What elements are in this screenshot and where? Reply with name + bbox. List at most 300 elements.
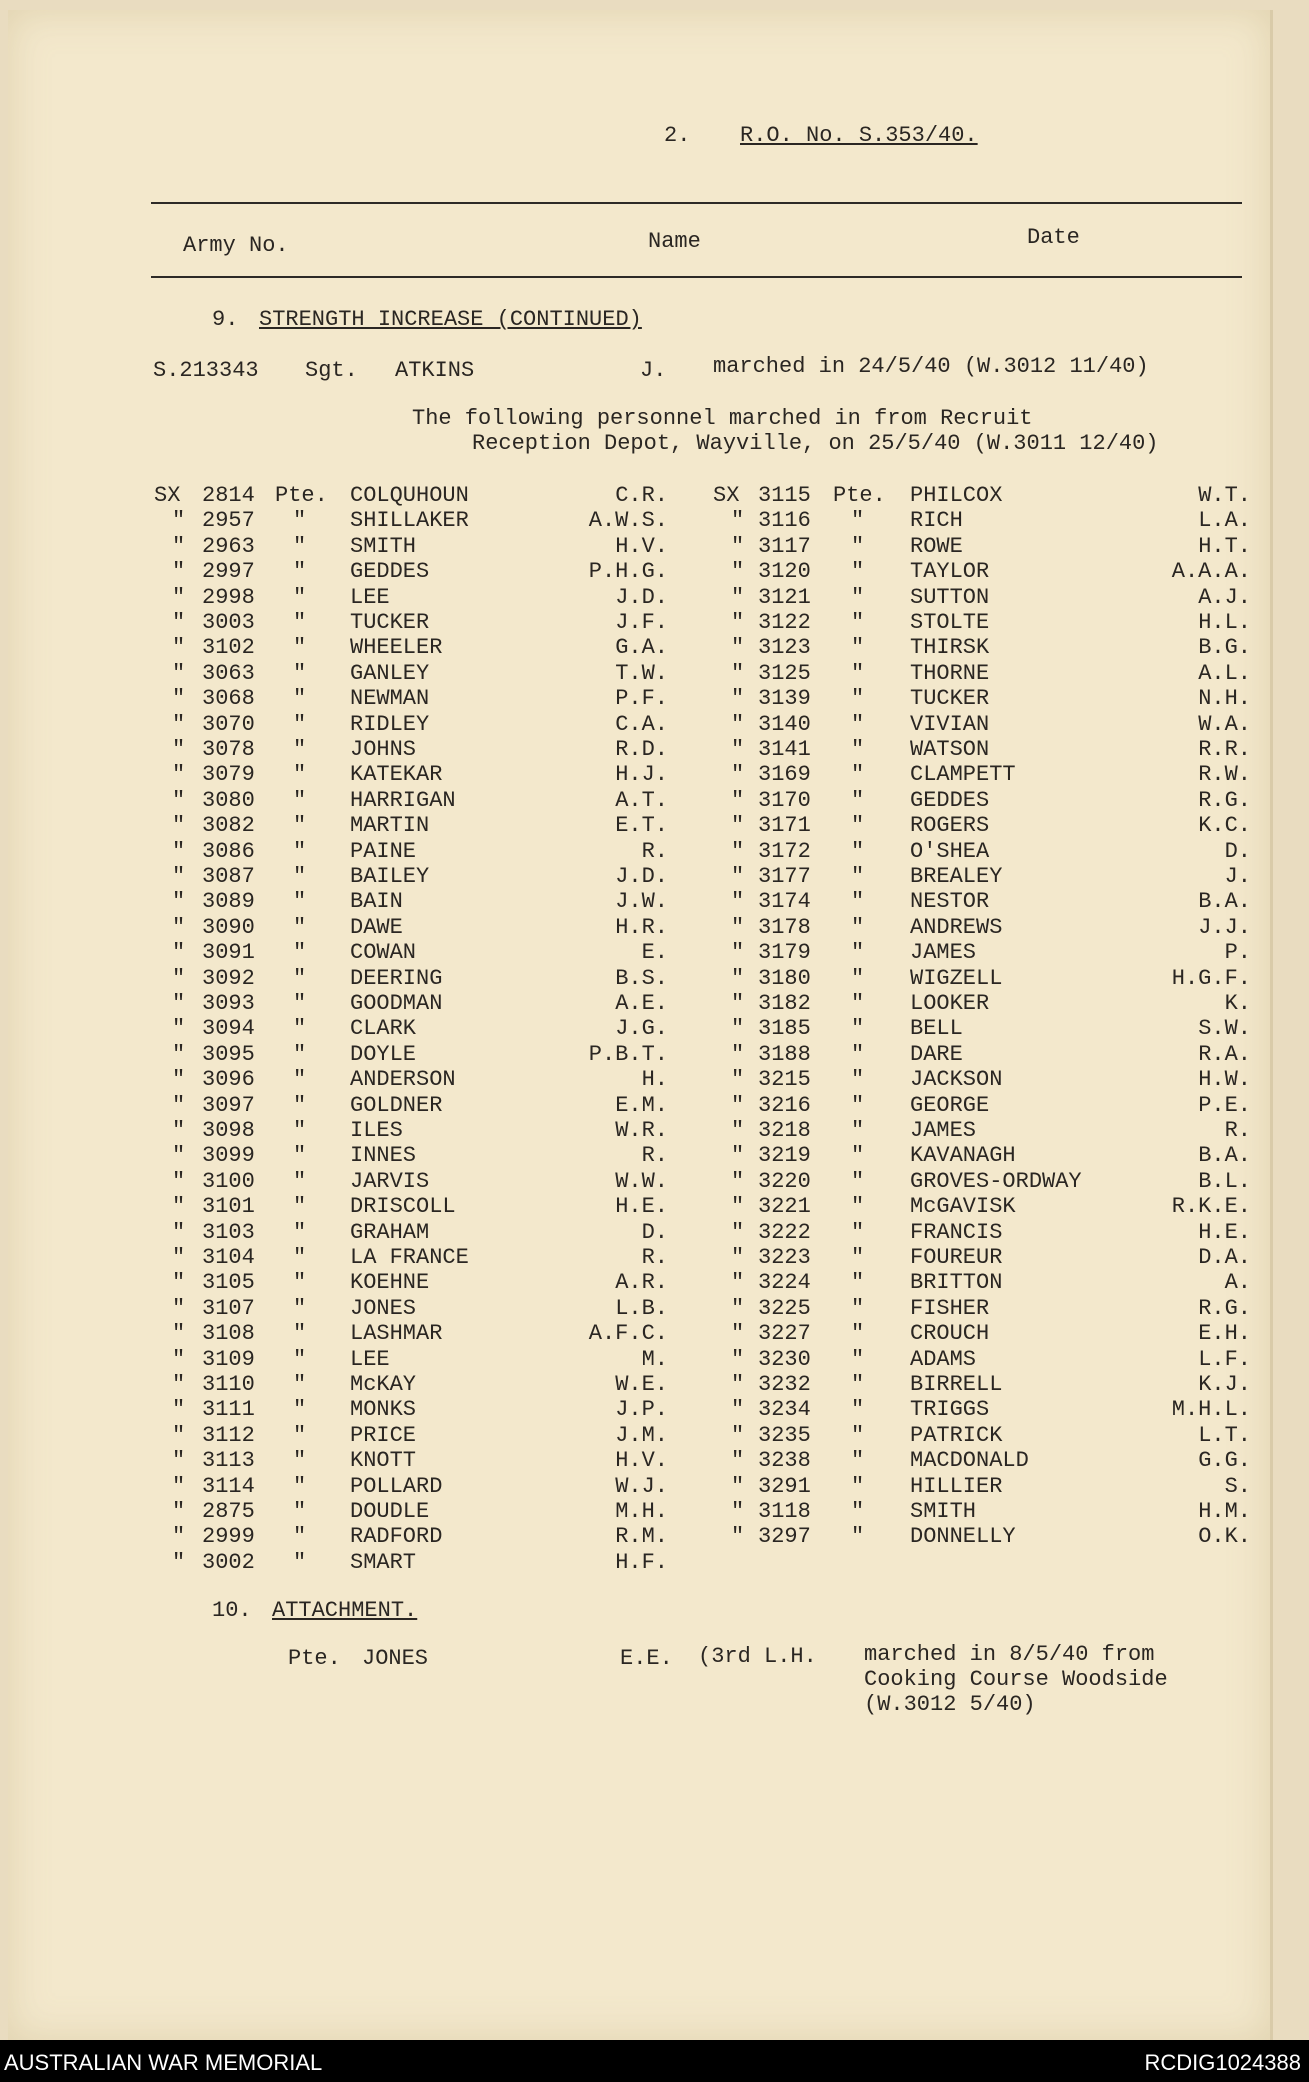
initials: M.H.L.	[1171, 1397, 1251, 1423]
initials: K.	[1224, 991, 1251, 1016]
initials: E.M.	[615, 1092, 668, 1118]
prefix: "	[172, 584, 186, 610]
section-9-title: STRENGTH INCREASE (CONTINUED)	[259, 307, 642, 332]
army-number: 3104	[202, 1245, 255, 1270]
surname: BAILEY	[350, 864, 430, 889]
surname: PATRICK	[910, 1422, 1003, 1448]
page-number: 2.	[664, 123, 691, 148]
surname: LEE	[350, 584, 390, 610]
rank: "	[293, 737, 307, 762]
rank: "	[851, 660, 865, 686]
initials: N.H.	[1198, 686, 1251, 712]
initials: C.A.	[615, 711, 668, 737]
army-number: 3098	[202, 1118, 255, 1143]
rank: "	[293, 711, 307, 737]
rank: "	[293, 940, 307, 966]
army-number: 3182	[758, 991, 811, 1016]
prefix: "	[731, 991, 745, 1016]
surname: LA FRANCE	[350, 1245, 469, 1270]
surname: McGAVISK	[910, 1194, 1016, 1220]
surname: DARE	[910, 1041, 963, 1067]
prefix: "	[731, 1422, 745, 1448]
prefix: "	[172, 889, 186, 915]
surname: CLARK	[350, 1016, 417, 1042]
army-number: 3235	[758, 1422, 811, 1448]
prefix: "	[172, 813, 186, 839]
initials: P.F.	[615, 686, 668, 712]
initials: B.L.	[1198, 1168, 1251, 1194]
army-number: 3223	[758, 1245, 811, 1270]
rank: "	[293, 1422, 307, 1448]
rank: "	[293, 1372, 307, 1397]
surname: FRANCIS	[910, 1219, 1003, 1245]
initials: S.W.	[1198, 1016, 1251, 1042]
prefix: "	[172, 1041, 186, 1067]
prefix: "	[172, 762, 186, 788]
army-number: 3297	[758, 1524, 811, 1550]
rank: "	[851, 1524, 865, 1550]
initials: A.F.C.	[588, 1321, 668, 1347]
army-number: 3116	[758, 508, 811, 534]
army-number: 3080	[202, 787, 255, 813]
surname: COWAN	[350, 940, 417, 966]
initials: R.W.	[1198, 762, 1251, 788]
rank: "	[851, 686, 865, 712]
army-number: 3234	[758, 1397, 811, 1423]
surname: JAMES	[910, 1118, 977, 1143]
rank: "	[851, 559, 865, 585]
surname: FOUREUR	[910, 1245, 1003, 1270]
army-number: 3140	[758, 711, 811, 737]
army-number: 3215	[758, 1067, 811, 1093]
prefix: "	[172, 1549, 186, 1575]
surname: GRAHAM	[350, 1219, 430, 1245]
army-number: 3093	[202, 991, 255, 1016]
army-number: 2814	[202, 483, 255, 508]
prefix: "	[731, 584, 745, 610]
initials: A.R.	[615, 1270, 668, 1296]
prefix: "	[731, 1143, 745, 1169]
rank: "	[851, 838, 865, 864]
prefix: "	[172, 864, 186, 889]
initials: A.	[1224, 1270, 1251, 1296]
army-number: 3103	[202, 1219, 255, 1245]
army-number: 3117	[758, 533, 811, 559]
army-number: 3141	[758, 737, 811, 762]
prefix: "	[172, 1245, 186, 1270]
prefix: "	[172, 508, 186, 534]
army-number: 3227	[758, 1321, 811, 1347]
initials: P.	[1224, 940, 1251, 966]
surname: ANDERSON	[350, 1067, 456, 1093]
surname: PRICE	[350, 1422, 417, 1448]
prefix: "	[172, 991, 186, 1016]
initials: G.G.	[1198, 1448, 1251, 1474]
prefix: "	[172, 635, 186, 661]
initials: H.J.	[615, 762, 668, 788]
header-rule-top	[151, 202, 1242, 204]
prefix: "	[172, 965, 186, 991]
initials: R.G.	[1198, 787, 1251, 813]
atkins-rank: Sgt.	[305, 358, 358, 383]
army-number: 3178	[758, 914, 811, 940]
initials: W.T.	[1198, 483, 1251, 508]
prefix: "	[172, 610, 186, 635]
rank: "	[851, 1067, 865, 1093]
initials: W.A.	[1198, 711, 1251, 737]
army-number: 3172	[758, 838, 811, 864]
initials: H.V.	[615, 1448, 668, 1474]
prefix: "	[731, 813, 745, 839]
prefix: "	[731, 864, 745, 889]
surname: HILLIER	[910, 1473, 1003, 1499]
initials: R.	[641, 1245, 668, 1270]
prefix: "	[172, 940, 186, 966]
section-9-number: 9.	[212, 307, 239, 332]
army-number: 3091	[202, 940, 255, 966]
surname: SUTTON	[910, 584, 990, 610]
rank: "	[293, 1499, 307, 1524]
surname: THIRSK	[910, 635, 990, 661]
army-number: 3174	[758, 889, 811, 915]
rank: "	[851, 965, 865, 991]
rank: "	[851, 1219, 865, 1245]
rank: "	[293, 1143, 307, 1169]
rank: "	[851, 762, 865, 788]
prefix: "	[172, 686, 186, 712]
rank: "	[293, 1473, 307, 1499]
prefix: "	[172, 1219, 186, 1245]
army-number: 3113	[202, 1448, 255, 1474]
army-number: 3171	[758, 813, 811, 839]
rank: "	[293, 762, 307, 788]
army-number: 3089	[202, 889, 255, 915]
surname: DEERING	[350, 965, 443, 991]
rank: "	[293, 635, 307, 661]
army-number: 3092	[202, 965, 255, 991]
initials: S.	[1224, 1473, 1251, 1499]
rank: "	[293, 1270, 307, 1296]
army-number: 3107	[202, 1295, 255, 1321]
initials: J.D.	[615, 864, 668, 889]
prefix: "	[731, 1041, 745, 1067]
initials: H.	[641, 1067, 668, 1093]
army-number: 3109	[202, 1346, 255, 1372]
rank: "	[851, 1118, 865, 1143]
footer-bar	[0, 2040, 1309, 2082]
initials: A.W.S.	[588, 508, 668, 534]
initials: J.	[1224, 864, 1251, 889]
surname: BREALEY	[910, 864, 1003, 889]
surname: KNOTT	[350, 1448, 417, 1474]
intro-line-2: Reception Depot, Wayville, on 25/5/40 (W.3011 12/40)	[472, 431, 1159, 456]
rank: "	[851, 1372, 865, 1397]
surname: COLQUHOUN	[350, 483, 469, 508]
army-number: 3063	[202, 660, 255, 686]
army-number: 3188	[758, 1041, 811, 1067]
atkins-surname: ATKINS	[395, 358, 475, 383]
surname: ANDREWS	[910, 914, 1003, 940]
army-number: 3118	[758, 1499, 811, 1524]
initials: L.T.	[1198, 1422, 1251, 1448]
initials: R.M.	[615, 1524, 668, 1550]
surname: JARVIS	[350, 1168, 430, 1194]
army-number: 2963	[202, 533, 255, 559]
rank: "	[293, 914, 307, 940]
initials: W.R.	[615, 1118, 668, 1143]
rank: "	[851, 1168, 865, 1194]
jones-initials: E.E.	[620, 1646, 673, 1671]
surname: CLAMPETT	[910, 762, 1016, 788]
initials: B.A.	[1198, 1143, 1251, 1169]
army-number: 3097	[202, 1092, 255, 1118]
prefix: "	[731, 1168, 745, 1194]
rank: "	[293, 889, 307, 915]
initials: L.B.	[615, 1295, 668, 1321]
rank: "	[293, 1041, 307, 1067]
initials: A.T.	[615, 787, 668, 813]
surname: THORNE	[910, 660, 990, 686]
initials: H.L.	[1198, 610, 1251, 635]
rank: "	[293, 787, 307, 813]
initials: R.R.	[1198, 737, 1251, 762]
surname: KOEHNE	[350, 1270, 430, 1296]
rank: "	[851, 1295, 865, 1321]
initials: W.J.	[615, 1473, 668, 1499]
army-number: 3238	[758, 1448, 811, 1474]
initials: H.W.	[1198, 1067, 1251, 1093]
rank: "	[851, 813, 865, 839]
prefix: "	[731, 1067, 745, 1093]
rank: "	[851, 584, 865, 610]
rank: "	[293, 1397, 307, 1423]
surname: FISHER	[910, 1295, 990, 1321]
prefix: "	[172, 1143, 186, 1169]
initials: H.R.	[615, 914, 668, 940]
prefix: "	[731, 635, 745, 661]
surname: LEE	[350, 1346, 390, 1372]
surname: PHILCOX	[910, 483, 1003, 508]
surname: TUCKER	[350, 610, 430, 635]
rank: "	[293, 686, 307, 712]
rank: "	[293, 1245, 307, 1270]
surname: GROVES-ORDWAY	[910, 1168, 1082, 1194]
army-number: 3087	[202, 864, 255, 889]
prefix: "	[731, 1321, 745, 1347]
army-number: 3125	[758, 660, 811, 686]
army-number: 3003	[202, 610, 255, 635]
prefix: "	[731, 1245, 745, 1270]
initials: P.E.	[1198, 1092, 1251, 1118]
initials: O.K.	[1198, 1524, 1251, 1550]
surname: TUCKER	[910, 686, 990, 712]
initials: A.L.	[1198, 660, 1251, 686]
surname: GEORGE	[910, 1092, 990, 1118]
army-number: 3177	[758, 864, 811, 889]
rank: "	[293, 965, 307, 991]
army-number: 2957	[202, 508, 255, 534]
surname: STOLTE	[910, 610, 990, 635]
initials: R.A.	[1198, 1041, 1251, 1067]
initials: E.H.	[1198, 1321, 1251, 1347]
army-number: 3068	[202, 686, 255, 712]
surname: DOYLE	[350, 1041, 417, 1067]
surname: KAVANAGH	[910, 1143, 1016, 1169]
army-number: 3114	[202, 1473, 255, 1499]
army-number: 3225	[758, 1295, 811, 1321]
army-number: 3169	[758, 762, 811, 788]
army-number: 3086	[202, 838, 255, 864]
army-number: 3123	[758, 635, 811, 661]
surname: DONNELLY	[910, 1524, 1016, 1550]
initials: J.W.	[615, 889, 668, 915]
rank: "	[851, 508, 865, 534]
army-number: 2875	[202, 1499, 255, 1524]
surname: DRISCOLL	[350, 1194, 456, 1220]
initials: H.E.	[615, 1194, 668, 1220]
jones-rank: Pte.	[288, 1646, 341, 1671]
rank: "	[851, 533, 865, 559]
prefix: "	[731, 1448, 745, 1474]
surname: WIGZELL	[910, 965, 1003, 991]
surname: GEDDES	[910, 787, 990, 813]
initials: R.D.	[615, 737, 668, 762]
army-number: 3291	[758, 1473, 811, 1499]
surname: TRIGGS	[910, 1397, 990, 1423]
column-army-no: Army No.	[183, 233, 289, 258]
surname: MONKS	[350, 1397, 417, 1423]
army-number: 3232	[758, 1372, 811, 1397]
surname: MACDONALD	[910, 1448, 1029, 1474]
rank: "	[851, 635, 865, 661]
initials: B.G.	[1198, 635, 1251, 661]
army-number: 3090	[202, 914, 255, 940]
initials: H.E.	[1198, 1219, 1251, 1245]
army-number: 3099	[202, 1143, 255, 1169]
initials: K.J.	[1198, 1372, 1251, 1397]
army-number: 3102	[202, 635, 255, 661]
prefix: "	[731, 1473, 745, 1499]
rank: "	[293, 1016, 307, 1042]
surname: GANLEY	[350, 660, 430, 686]
rank: "	[293, 1168, 307, 1194]
prefix: "	[172, 1067, 186, 1093]
prefix: "	[172, 838, 186, 864]
initials: H.T.	[1198, 533, 1251, 559]
prefix: "	[731, 1118, 745, 1143]
initials: D.A.	[1198, 1245, 1251, 1270]
initials: L.F.	[1198, 1346, 1251, 1372]
prefix: SX	[154, 483, 181, 508]
initials: P.H.G.	[588, 559, 668, 585]
army-number: 3218	[758, 1118, 811, 1143]
rank: "	[851, 1092, 865, 1118]
army-number: 3216	[758, 1092, 811, 1118]
surname: ADAMS	[910, 1346, 977, 1372]
rank: "	[851, 940, 865, 966]
rank: "	[293, 1346, 307, 1372]
initials: A.J.	[1198, 584, 1251, 610]
column-date: Date	[1027, 225, 1080, 250]
rank: "	[293, 584, 307, 610]
army-number: 3170	[758, 787, 811, 813]
rank: "	[851, 864, 865, 889]
rank: "	[851, 787, 865, 813]
prefix: "	[731, 1194, 745, 1220]
army-number: 3121	[758, 584, 811, 610]
prefix: "	[172, 1270, 186, 1296]
surname: ILES	[350, 1118, 403, 1143]
initials: R.	[641, 1143, 668, 1169]
jones-note-3: (W.3012 5/40)	[864, 1692, 1036, 1717]
rank: "	[851, 914, 865, 940]
rank: "	[851, 1194, 865, 1220]
header-rule-bottom	[151, 276, 1242, 278]
prefix: "	[731, 737, 745, 762]
rank: "	[293, 1118, 307, 1143]
army-number: 3101	[202, 1194, 255, 1220]
army-number: 3111	[202, 1397, 255, 1423]
prefix: "	[172, 1092, 186, 1118]
surname: PAINE	[350, 838, 417, 864]
surname: HARRIGAN	[350, 787, 456, 813]
rank: "	[851, 1473, 865, 1499]
army-number: 3219	[758, 1143, 811, 1169]
initials: A.E.	[615, 991, 668, 1016]
initials: E.T.	[615, 813, 668, 839]
army-number: 3224	[758, 1270, 811, 1296]
surname: McKAY	[350, 1372, 417, 1397]
surname: MARTIN	[350, 813, 430, 839]
atkins-initials: J.	[640, 358, 667, 383]
army-number: 3112	[202, 1422, 255, 1448]
surname: SHILLAKER	[350, 508, 469, 534]
army-number: 3221	[758, 1194, 811, 1220]
rank: "	[851, 1499, 865, 1524]
rank: "	[851, 1422, 865, 1448]
prefix: "	[731, 1295, 745, 1321]
prefix: "	[731, 686, 745, 712]
surname: WATSON	[910, 737, 990, 762]
rank: "	[851, 1041, 865, 1067]
army-number: 3002	[202, 1549, 255, 1575]
initials: R.K.E.	[1171, 1194, 1251, 1220]
initials: K.C.	[1198, 813, 1251, 839]
prefix: "	[172, 660, 186, 686]
initials: J.G.	[615, 1016, 668, 1042]
army-number: 3108	[202, 1321, 255, 1347]
rank: "	[851, 1346, 865, 1372]
rank: "	[851, 1270, 865, 1296]
surname: JOHNS	[350, 737, 417, 762]
prefix: "	[172, 1016, 186, 1042]
prefix: "	[172, 1524, 186, 1550]
rank: "	[293, 1295, 307, 1321]
army-number: 3230	[758, 1346, 811, 1372]
rank: "	[851, 991, 865, 1016]
initials: H.F.	[615, 1549, 668, 1575]
surname: SMART	[350, 1549, 417, 1575]
initials: L.A.	[1198, 508, 1251, 534]
prefix: "	[731, 1397, 745, 1423]
surname: JONES	[350, 1295, 417, 1321]
army-number: 3070	[202, 711, 255, 737]
surname: O'SHEA	[910, 838, 990, 864]
prefix: SX	[713, 483, 740, 508]
surname: GOODMAN	[350, 991, 443, 1016]
initials: B.A.	[1198, 889, 1251, 915]
prefix: "	[731, 1524, 745, 1550]
